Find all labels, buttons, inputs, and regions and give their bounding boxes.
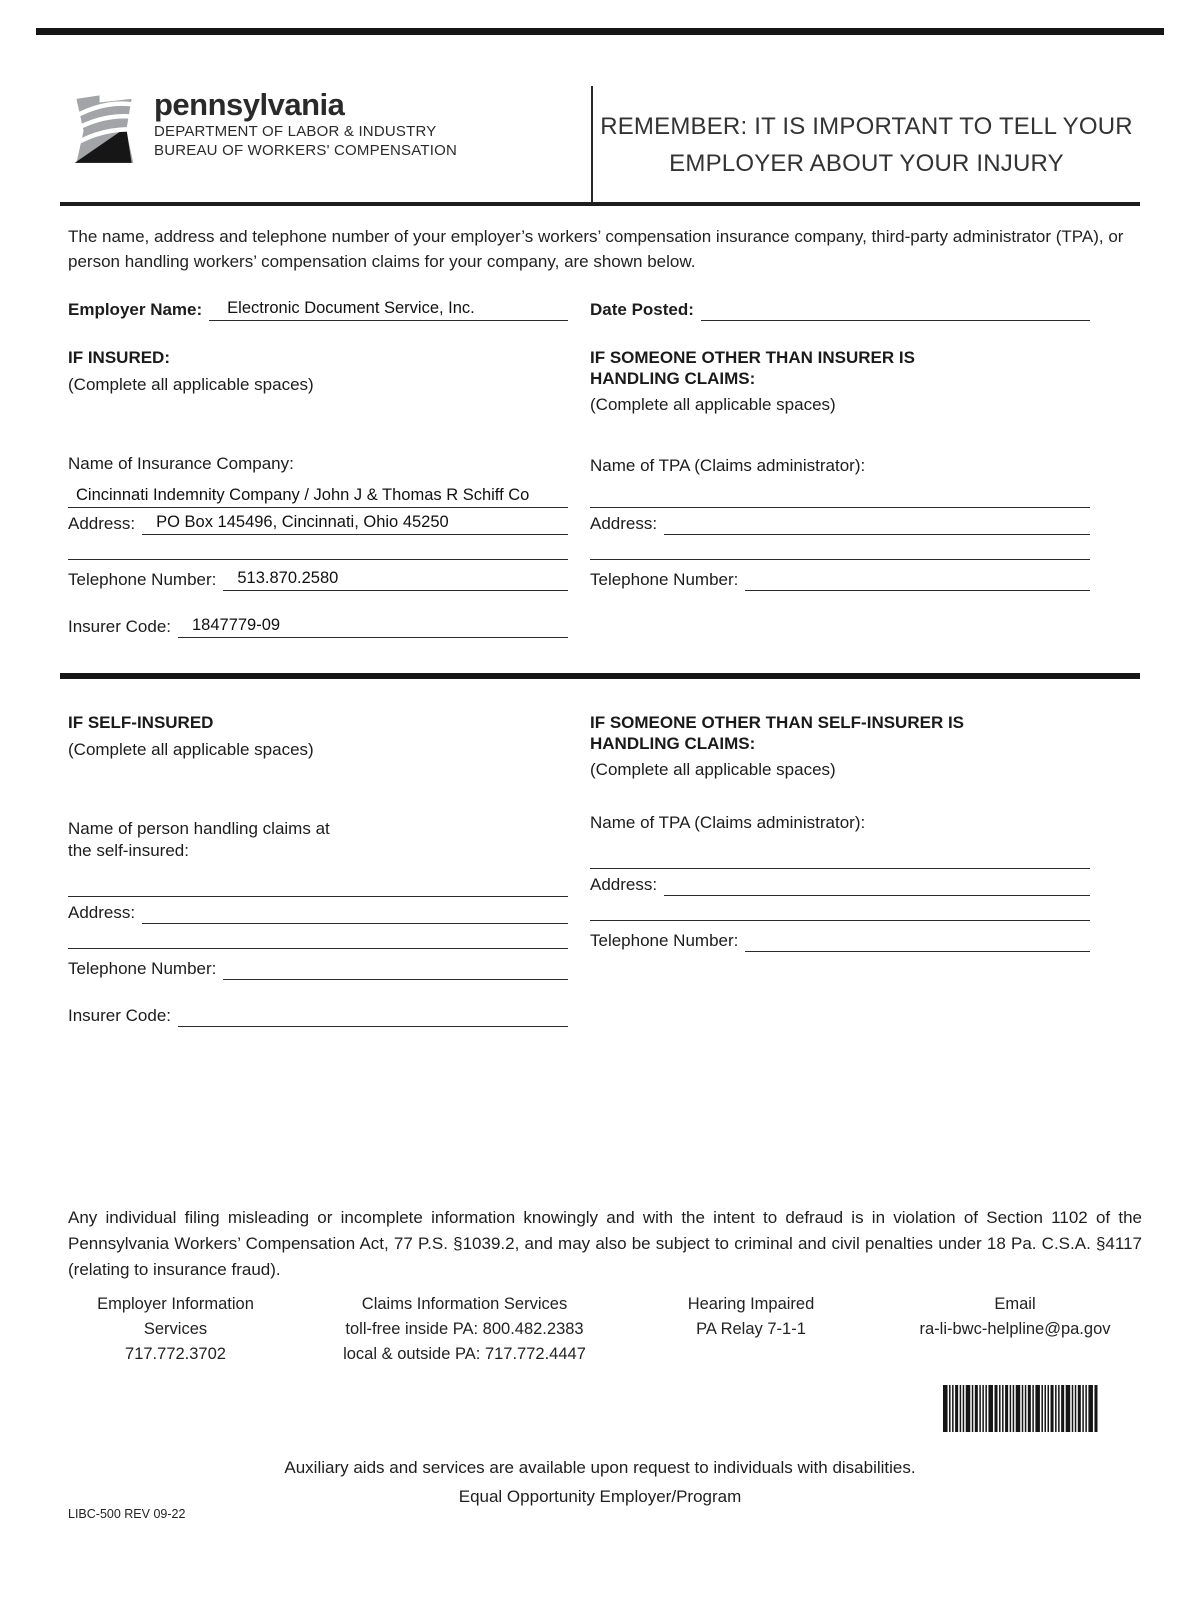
- insurance-company-label: Name of Insurance Company:: [68, 454, 294, 473]
- logo-text: [154, 86, 457, 160]
- self-tpa-phone-line: [745, 927, 1090, 952]
- insured-tpa-subtitle: (Complete all applicable spaces): [590, 395, 836, 414]
- employer-name-label: Employer Name:: [68, 300, 203, 319]
- insured-tpa-title-1: IF SOMEONE OTHER THAN INSURER IS: [590, 348, 915, 367]
- reminder-line-2: EMPLOYER ABOUT YOUR INJURY: [669, 150, 1064, 177]
- insured-address-field: [68, 510, 568, 535]
- self-phone-field: [68, 955, 568, 980]
- insured-tpa-title-2: HANDLING CLAIMS:: [590, 369, 756, 388]
- insured-phone-field: [68, 566, 568, 591]
- self-claims-person-line: [68, 872, 568, 897]
- insured-tpa-address-label: Address:: [590, 514, 658, 533]
- self-phone-line: [223, 955, 568, 980]
- contact-line: 717.772.3702: [125, 1345, 226, 1363]
- self-insured-subtitle: (Complete all applicable spaces): [68, 740, 314, 759]
- form-header: [64, 86, 1140, 204]
- insured-phone-value: 513.870.2580: [237, 569, 339, 587]
- self-insured-title: IF SELF-INSURED: [68, 713, 214, 732]
- dept-line-1: DEPARTMENT OF LABOR & INDUSTRY: [154, 123, 437, 140]
- self-tpa-address-line: [664, 871, 1090, 896]
- insured-title: IF INSURED:: [68, 348, 170, 367]
- barcode: [943, 1385, 1099, 1432]
- employer-date-row: [68, 283, 1090, 321]
- pa-logo: [64, 86, 591, 204]
- insured-section: [68, 348, 1090, 638]
- self-phone-label: Telephone Number:: [68, 959, 217, 978]
- self-insured-right-column: [590, 713, 1090, 1027]
- self-tpa-subtitle: (Complete all applicable spaces): [590, 760, 836, 779]
- insured-address-line: [142, 510, 568, 535]
- insured-tpa-address-line: [664, 510, 1090, 535]
- self-tpa-title-1: IF SOMEONE OTHER THAN SELF-INSURER IS: [590, 713, 965, 732]
- contact-line: Hearing Impaired: [687, 1295, 815, 1313]
- insurance-company-line: [68, 483, 568, 508]
- self-insurer-code-line: [178, 1002, 568, 1027]
- self-address-line: [142, 899, 568, 924]
- self-insurer-code-field: [68, 1002, 568, 1027]
- insured-right-column: [590, 348, 1090, 638]
- brand-name: pennsylvania: [154, 87, 345, 122]
- self-tpa-phone-label: Telephone Number:: [590, 931, 739, 950]
- date-posted-line: [701, 284, 1090, 321]
- insurer-code-line: [178, 613, 568, 638]
- self-tpa-address-field: [590, 871, 1090, 896]
- self-tpa-address-line-2: [590, 896, 1090, 921]
- insured-tpa-phone-line: [745, 566, 1090, 591]
- reminder-line-1: REMEMBER: IT IS IMPORTANT TO TELL YOUR: [600, 113, 1133, 140]
- dept-line-2: BUREAU OF WORKERS' COMPENSATION: [154, 142, 457, 159]
- insured-tpa-name-label: Name of TPA (Claims administrator):: [590, 456, 866, 475]
- insured-address-value: PO Box 145496, Cincinnati, Ohio 45250: [156, 513, 449, 531]
- insured-subtitle: (Complete all applicable spaces): [68, 375, 314, 394]
- contact-line: Email: [994, 1295, 1036, 1313]
- contact-line: local & outside PA: 717.772.4447: [343, 1345, 586, 1363]
- employer-name-line: [209, 284, 568, 321]
- self-address-field: [68, 899, 568, 924]
- contact-claims-info: [317, 1292, 612, 1367]
- insured-tpa-phone-label: Telephone Number:: [590, 570, 739, 589]
- insured-phone-line: [223, 566, 568, 591]
- contact-line: Employer Information: [97, 1295, 254, 1313]
- self-insured-left-column: [68, 713, 568, 1027]
- insured-left-column: [68, 348, 568, 638]
- contact-email: [890, 1292, 1140, 1367]
- insurer-code-field: [68, 613, 568, 638]
- insured-address-label: Address:: [68, 514, 136, 533]
- contact-employer-info: [68, 1292, 283, 1367]
- date-posted-field: [590, 283, 1090, 321]
- date-posted-label: Date Posted:: [590, 300, 694, 319]
- self-tpa-name-line: [590, 844, 1090, 869]
- fraud-warning-paragraph: Any individual filing misleading or incomplete information knowingly and with the intent to defraud is in violation of Section 1102 of the Pennsylvania Workers’ Compensation Act, 77 P.S. §1039.2, and may also be subject to criminal and civil penalties under 18 Pa. C.S.A. §4117 (relating to insurance fraud).: [68, 1208, 1142, 1279]
- top-divider: [36, 28, 1164, 35]
- self-claims-person-label-1: Name of person handling claims at: [68, 819, 330, 838]
- contact-hearing-impaired: [646, 1292, 856, 1367]
- employer-name-value: Electronic Document Service, Inc.: [227, 299, 475, 317]
- self-tpa-address-label: Address:: [590, 875, 658, 894]
- keystone-icon: [64, 88, 144, 172]
- insured-tpa-address-line-2: [590, 535, 1090, 560]
- auxiliary-aids-line: Auxiliary aids and services are available upon request to individuals with disabilities.: [284, 1458, 916, 1477]
- insurer-code-label: Insurer Code:: [68, 617, 171, 636]
- insured-tpa-address-field: [590, 510, 1090, 535]
- employer-name-field: [68, 283, 568, 321]
- insured-tpa-phone-field: [590, 566, 1090, 591]
- insured-address-line-2: [68, 535, 568, 560]
- insurance-company-value: Cincinnati Indemnity Company / John J & Thomas R Schiff Co: [76, 486, 530, 504]
- reminder-banner: [591, 86, 1140, 204]
- self-address-label: Address:: [68, 903, 136, 922]
- self-insured-section: [68, 713, 1090, 1027]
- insured-phone-label: Telephone Number:: [68, 570, 217, 589]
- form-number: LIBC-500 REV 09-22: [68, 1507, 186, 1521]
- self-claims-person-label-2: the self-insured:: [68, 841, 189, 860]
- contact-line: Claims Information Services: [361, 1295, 568, 1313]
- self-address-line-2: [68, 924, 568, 949]
- section-divider: [60, 673, 1140, 679]
- contact-footer: [68, 1292, 1140, 1367]
- intro-paragraph: The name, address and telephone number of your employer’s workers’ compensation insurance company, third-party administrator (TPA), or person handling workers’ compensation claims for your company, are shown below.: [68, 227, 1124, 271]
- contact-line: ra-li-bwc-helpline@pa.gov: [919, 1320, 1111, 1338]
- header-divider: [60, 202, 1140, 206]
- self-tpa-title-2: HANDLING CLAIMS:: [590, 734, 756, 753]
- self-insurer-code-label: Insurer Code:: [68, 1006, 171, 1025]
- self-tpa-phone-field: [590, 927, 1090, 952]
- self-tpa-name-label: Name of TPA (Claims administrator):: [590, 813, 866, 832]
- insured-tpa-name-line: [590, 483, 1090, 508]
- insurer-code-value: 1847779-09: [192, 616, 281, 634]
- date-posted-value: [701, 318, 719, 320]
- contact-line: toll-free inside PA: 800.482.2383: [345, 1320, 584, 1338]
- contact-line: Services: [143, 1320, 208, 1338]
- contact-line: PA Relay 7-1-1: [696, 1320, 806, 1338]
- equal-opportunity-line: Equal Opportunity Employer/Program: [458, 1487, 742, 1506]
